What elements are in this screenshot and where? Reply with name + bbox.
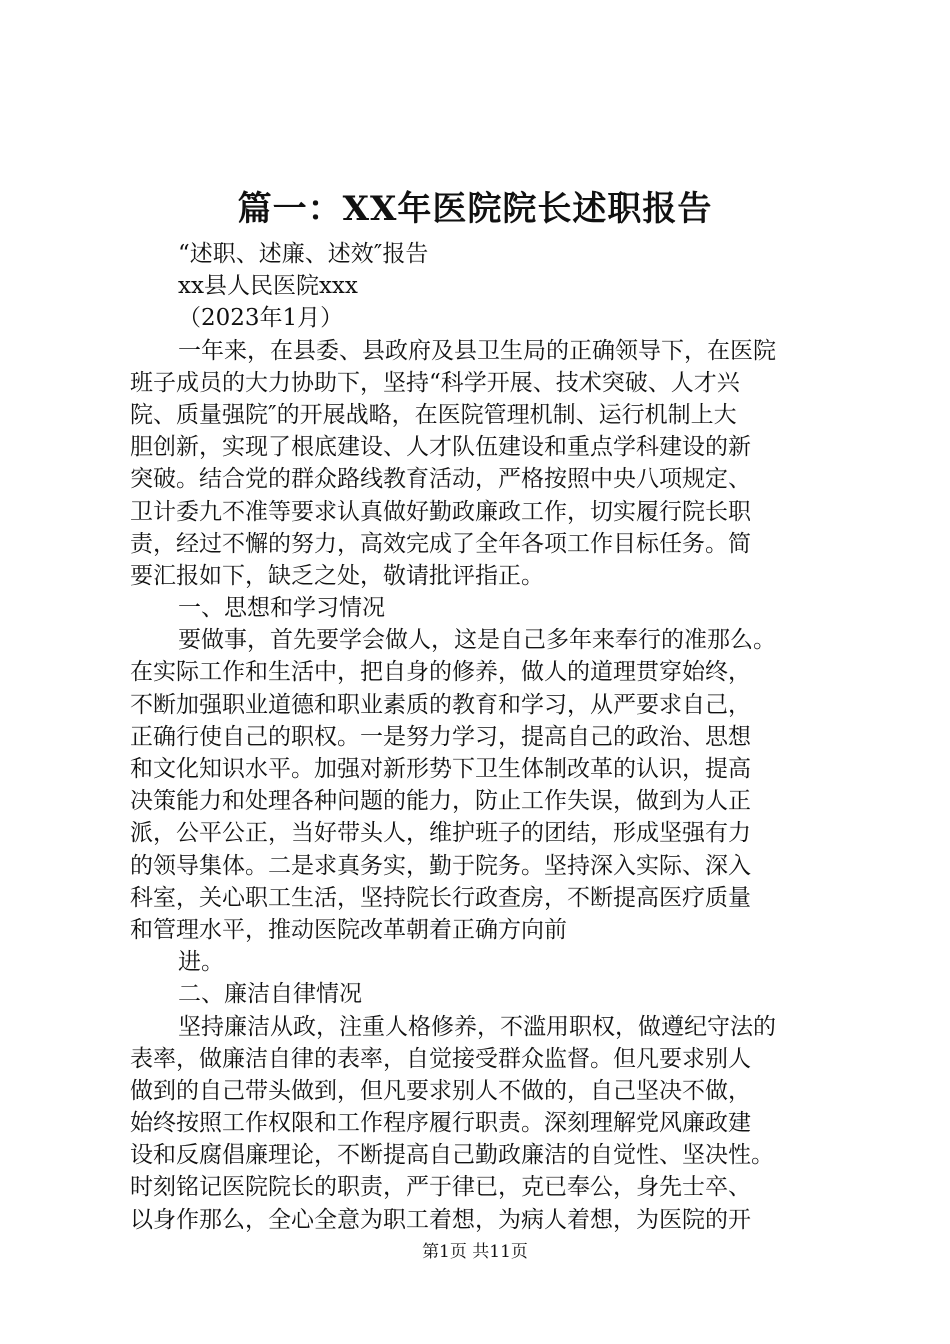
body-line: 不断加强职业道德和职业素质的教育和学习，从严要求自己， — [130, 691, 751, 718]
body-line: （2023年1月） — [178, 305, 344, 332]
body-line: 坚持廉洁从政，注重人格修养，不滥用职权，做遵纪守法的 — [178, 1013, 776, 1040]
document-body — [130, 238, 840, 1236]
body-line: 进。 — [178, 949, 224, 976]
body-line: 一年来，在县委、县政府及县卫生局的正确领导下，在医院 — [178, 337, 776, 364]
body-line: 始终按照工作权限和工作程序履行职责。深刻理解党风廉政建 — [130, 1110, 751, 1137]
body-line: 派，公平公正，当好带头人，维护班子的团结，形成坚强有力 — [130, 820, 751, 847]
body-line: 的领导集体。二是求真务实，勤于院务。坚持深入实际、深入 — [130, 852, 751, 879]
body-line: 班子成员的大力协助下，坚持“科学开展、技术突破、人才兴 — [130, 369, 740, 396]
body-line: 时刻铭记医院院长的职责，严于律已，克已奉公，身先士卒、 — [130, 1174, 751, 1201]
section-heading: 一、思想和学习情况 — [178, 595, 385, 622]
body-line: 和文化知识水平。加强对新形势下卫生体制改革的认识，提高 — [130, 756, 751, 782]
body-line: 要汇报如下，缺乏之处，敬请批评指正。 — [130, 562, 544, 589]
body-line: 和管理水平，推动医院改革朝着正确方向前 — [130, 916, 567, 943]
document-title: 篇一：XX年医院院长述职报告 — [237, 189, 713, 229]
body-line: xx县人民医院xxx — [178, 273, 358, 300]
body-line: 卫计委九不准等要求认真做好勤政廉政工作，切实履行院长职 — [130, 498, 751, 525]
body-line: 在实际工作和生活中，把自身的修养，做人的道理贯穿始终， — [130, 659, 751, 686]
body-line: 责，经过不懈的努力，高效完成了全年各项工作目标任务。简 — [130, 530, 751, 557]
body-line: 表率，做廉洁自律的表率，自觉接受群众监督。但凡要求别人 — [130, 1045, 751, 1072]
body-line: 做到的自己带头做到，但凡要求别人不做的，自己坚决不做， — [130, 1077, 751, 1104]
body-line: 要做事，首先要学会做人，这是自己多年来奉行的准那么。 — [178, 627, 776, 654]
body-line: 胆创新，实现了根底建设、人才队伍建设和重点学科建设的新 — [130, 434, 751, 461]
section-heading: 二、廉洁自律情况 — [178, 981, 362, 1008]
body-line: 以身作那么，全心全意为职工着想，为病人着想，为医院的开 — [130, 1206, 751, 1233]
body-line: 院、质量强院″的开展战略，在医院管理机制、运行机制上大 — [130, 401, 737, 428]
body-line: 正确行使自己的职权。一是努力学习，提高自己的政治、思想 — [130, 723, 751, 750]
body-line: 决策能力和处理各种问题的能力，防止工作失误，做到为人正 — [130, 788, 751, 815]
page-footer: 第1页 共11页 — [422, 1242, 528, 1262]
body-line: 科室，关心职工生活，坚持院长行政查房，不断提高医疗质量 — [130, 884, 751, 911]
body-line: “述职、述廉、述效″报告 — [178, 241, 429, 267]
body-line: 设和反腐倡廉理论，不断提高自己勤政廉洁的自觉性、坚决性。 — [130, 1142, 774, 1169]
body-line: 突破。结合党的群众路线教育活动，严格按照中央八项规定、 — [130, 466, 751, 493]
